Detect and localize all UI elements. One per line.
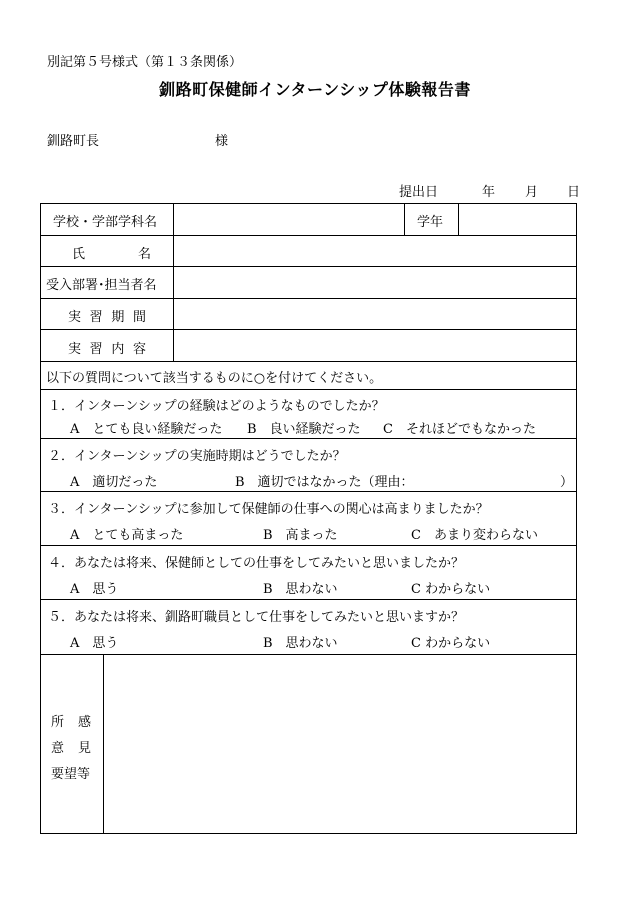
instruction-text: 以下の質問について該当するものに○を付けてください。 bbox=[46, 371, 383, 386]
q1-option-a[interactable]: A とても良い経験だった bbox=[70, 422, 223, 437]
remarks-label-2b: 見 bbox=[78, 741, 92, 756]
q5-option-c[interactable]: C わからない bbox=[411, 636, 491, 651]
content-label: 実 習 内 容 bbox=[68, 342, 146, 357]
q3-option-a[interactable]: A とても高まった bbox=[70, 528, 184, 543]
question-4: ４．あなたは将来、保健師としての仕事をしてみたいと思いましたか？ bbox=[48, 556, 465, 571]
remarks-label-2a: 意 bbox=[51, 741, 65, 756]
q3-option-b[interactable]: B 高まった bbox=[263, 528, 338, 543]
addressee-name: 釧路町長 bbox=[47, 134, 100, 149]
remarks-label-1a: 所 bbox=[51, 715, 65, 730]
submission-year: 年 bbox=[482, 185, 496, 200]
department-label: 受入部署･担当者名 bbox=[46, 278, 157, 293]
q2-reason-close: ） bbox=[560, 475, 574, 490]
q4-option-b[interactable]: B 思わない bbox=[263, 582, 338, 597]
remarks-input[interactable] bbox=[104, 655, 576, 833]
q5-option-a[interactable]: A 思う bbox=[70, 636, 119, 651]
grade-input[interactable] bbox=[459, 204, 576, 235]
q4-option-c[interactable]: C わからない bbox=[411, 582, 491, 597]
form-number: 別記第５号様式（第１３条関係） bbox=[47, 55, 243, 70]
q5-option-b[interactable]: B 思わない bbox=[263, 636, 338, 651]
q4-option-a[interactable]: A 思う bbox=[70, 582, 119, 597]
name-label-first: 氏 bbox=[72, 247, 86, 262]
content-input[interactable] bbox=[174, 330, 576, 361]
school-input[interactable] bbox=[174, 204, 404, 235]
q1-option-b[interactable]: B 良い経験だった bbox=[247, 422, 361, 437]
school-label: 学校・学部学科名 bbox=[53, 215, 158, 230]
q2-option-a[interactable]: A 適切だった bbox=[70, 475, 158, 490]
question-3: ３．インターンシップに参加して保健師の仕事への関心は高まりましたか？ bbox=[48, 502, 489, 517]
name-input[interactable] bbox=[174, 236, 576, 266]
submission-date-label: 提出日 bbox=[399, 185, 439, 200]
q1-option-c[interactable]: C それほどでもなかった bbox=[383, 422, 536, 437]
grade-label: 学年 bbox=[417, 215, 444, 230]
submission-month: 月 bbox=[525, 185, 539, 200]
question-2: ２．インターンシップの実施時期はどうでしたか？ bbox=[48, 449, 346, 464]
question-1: １．インターンシップの経験はどのようなものでしたか？ bbox=[48, 399, 385, 414]
name-label-second: 名 bbox=[138, 247, 152, 262]
remarks-label-1b: 感 bbox=[78, 715, 92, 730]
submission-day: 日 bbox=[567, 185, 581, 200]
page-title: 釧路町保健師インターンシップ体験報告書 bbox=[159, 80, 471, 99]
remarks-label-3: 要望等 bbox=[51, 767, 91, 782]
department-input[interactable] bbox=[174, 267, 576, 298]
addressee-honorific: 様 bbox=[215, 134, 229, 149]
period-input[interactable] bbox=[174, 299, 576, 329]
period-label: 実 習 期 間 bbox=[68, 310, 146, 325]
q3-option-c[interactable]: C あまり変わらない bbox=[411, 528, 538, 543]
q2-option-b[interactable]: B 適切ではなかった（理由： bbox=[235, 475, 414, 490]
question-5: ５．あなたは将来、釧路町職員として仕事をしてみたいと思いますか？ bbox=[48, 610, 465, 625]
